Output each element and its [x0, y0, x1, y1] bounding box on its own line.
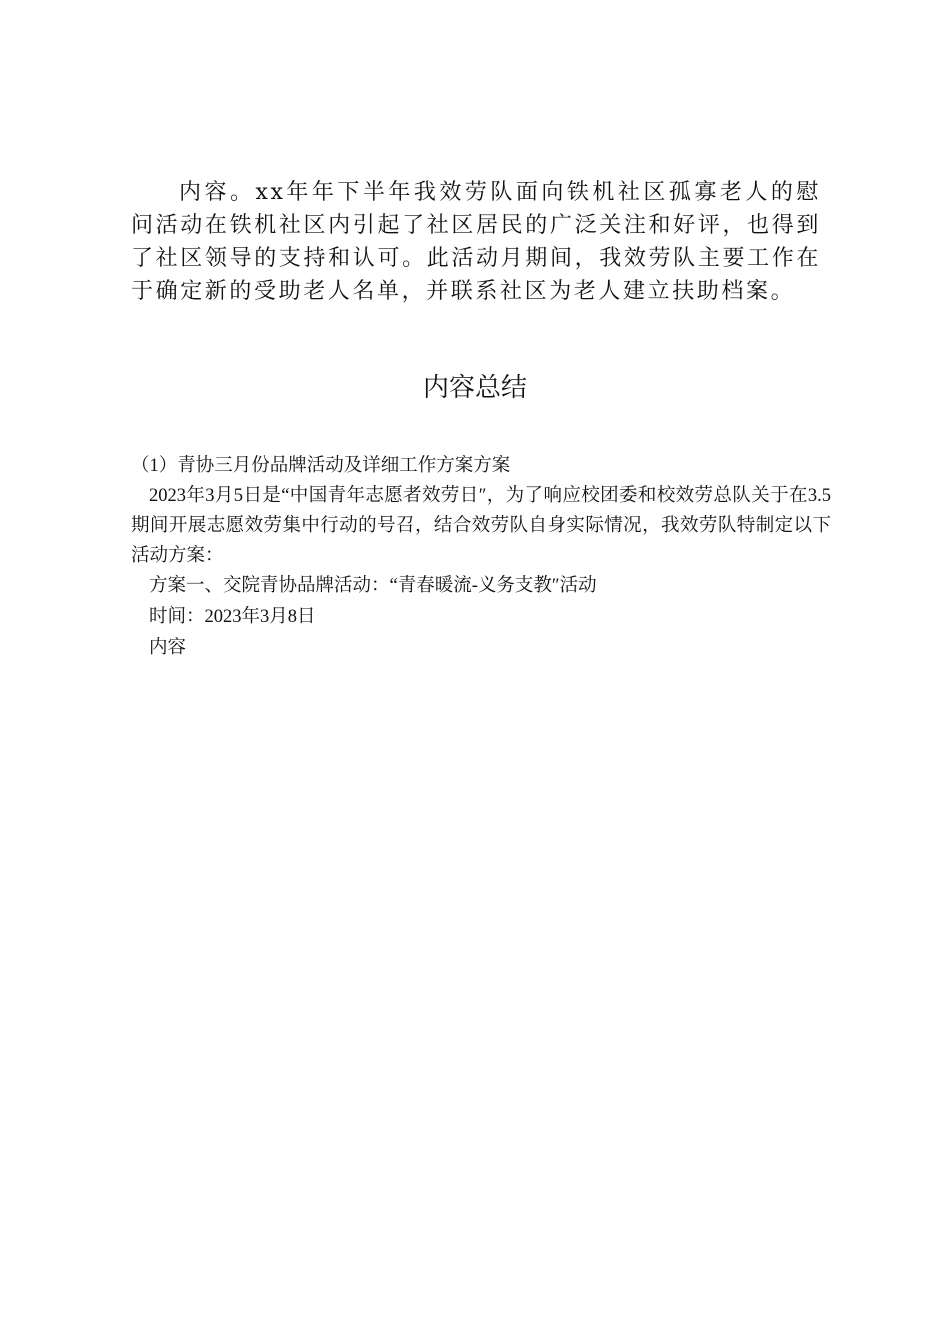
- summary-title: 内容总结: [422, 373, 527, 403]
- intro-paragraph: 内容。xx年年下半年我效劳队面向铁机社区孤寡老人的慰问活动在铁机社区内引起了社区居民的广泛关注和好评，也得到了社区领导的支持和认可。此活动月期间，我效劳队主要工作在于确定新的受助老人名单，并联系社区为老人建立扶助档案。: [131, 180, 821, 304]
- time-line: 时间：2023年3月8日: [149, 607, 316, 627]
- item-heading: （1）青协三月份品牌活动及详细工作方案方案: [131, 456, 511, 476]
- body-paragraph: 2023年3月5日是“中国青年志愿者效劳日″，为了响应校团委和校效劳总队关于在3.5期间开展志愿效劳集中行动的号召，结合效劳队自身实际情况，我效劳队特制定以下活动方案：: [131, 486, 831, 566]
- plan-line: 方案一、交院青协品牌活动：“青春暖流-义务支教″活动: [149, 576, 597, 596]
- content-line: 内容: [149, 638, 187, 658]
